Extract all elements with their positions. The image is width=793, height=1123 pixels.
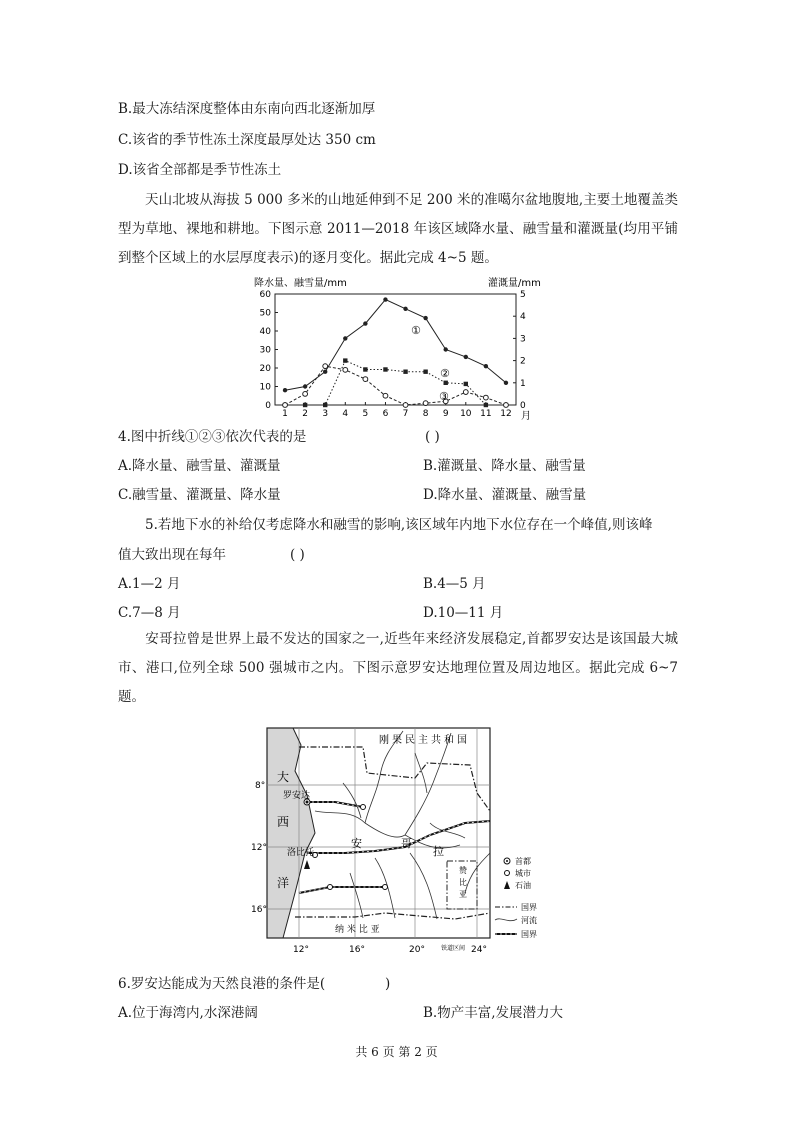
y-tick-label-right: 2 [520,356,526,367]
passage-1: 天山北坡从海拔 5 000 多米的山地延伸到不足 200 米的准噶尔盆地腹地,主要土地覆盖类型为草地、裸地和耕地。下图示意 2011—2018 年该区域降水量、融雪量和灌溉量(均用平铺到整个区域上的水层厚度表示)的逐月变化。据此完成 4~5 题。 [118,192,678,266]
series-point [303,403,307,407]
q5-option-b[interactable]: B.4—5 月 [423,576,486,592]
q4-option-a[interactable]: A.降水量、融雪量、灌溉量 [118,458,281,474]
x-tick-label: 4 [342,409,349,419]
series-line-3 [285,366,506,405]
series-point [323,370,327,374]
x-tick-label: 3 [322,409,329,419]
label-namibia: 纳 米 比 亚 [335,925,380,935]
label-lat-8: 8° [255,781,266,791]
series-point [423,316,427,320]
x-tick-label: 10 [460,409,472,419]
series-label-2: ② [440,367,450,380]
series-point [283,403,288,408]
y-tick-label-right: 5 [520,290,526,300]
city-markers [304,799,388,890]
legend-capital: 首都 [515,857,531,866]
series-point [363,367,367,371]
q6-option-a[interactable]: A.位于海湾内,水深港阔 [118,1005,258,1021]
series-point [303,384,307,388]
q4-option-b[interactable]: B.灌溉量、降水量、融雪量 [423,458,586,474]
series-point [423,370,427,374]
label-ocean-3: 洋 [277,876,290,890]
border-south [295,913,490,919]
q4-stem: 4.图中折线①②③依次代表的是 [118,429,307,445]
option-c-prev: C.该省的季节性冻土深度最厚处达 350 cm [118,132,376,148]
series-point [464,382,468,386]
series-point [504,381,508,385]
series-label-3: ③ [439,390,449,403]
y-tick-label-left: 30 [259,345,271,356]
x-tick-label: 7 [402,409,409,419]
q5-line-1: 5.若地下水的补给仅考虑降水和融雪的影响,该区域年内地下水位存在一个峰值,则该峰 [145,517,653,533]
y-tick-label-left: 50 [259,308,271,319]
label-ocean-1: 大 [277,770,290,784]
y-tick-label-left: 40 [259,327,271,337]
y-tick-label-right: 4 [520,312,526,323]
x-tick-label: 5 [362,409,369,419]
page-footer: 共 6 页 第 2 页 [355,1045,438,1059]
y-tick-label-right: 1 [520,378,526,389]
legend-border-2: 国界 [521,930,537,939]
label-scale-note: 铁道区间 [441,945,466,952]
series-line-1 [285,300,506,391]
option-b-prev: B.最大冻结深度整体由东南向西北逐渐加厚 [118,101,376,117]
q4-option-c[interactable]: C.融雪量、灌溉量、降水量 [118,487,281,503]
series-point [343,358,347,362]
label-lon-20: 20° [409,945,425,955]
series-point [363,377,368,382]
y-tick-label-right: 0 [520,401,526,411]
q5-option-a[interactable]: A.1—2 月 [118,576,181,592]
x-tick-label: 9 [442,409,449,419]
series-point [283,388,287,392]
label-lon-12: 12° [293,945,309,955]
series-point [444,347,448,351]
label-angola-3: 拉 [433,845,444,858]
series-point [403,403,408,408]
q4-option-d[interactable]: D.降水量、灌溉量、融雪量 [423,487,587,503]
q5-option-d[interactable]: D.10—11 月 [423,605,504,621]
x-tick-label: 12 [500,409,512,419]
y-tick-label-left: 60 [259,290,271,300]
q4-paren: ( ) [425,429,440,445]
series-point [483,395,488,400]
label-lat-12: 12° [251,843,267,853]
series-point [403,307,407,311]
series-point [303,392,308,397]
map-legend [495,856,537,939]
series-label-1: ① [411,324,421,337]
series-point [444,381,448,385]
series-point [363,321,367,325]
x-tick-label: 8 [422,409,429,419]
oil-icon [304,860,310,869]
x-tick-label: 6 [382,409,389,419]
series-point [383,297,387,301]
label-luanda: 罗安达 [283,791,311,801]
label-lobito: 洛比托 [287,848,315,858]
series-point [463,390,468,395]
series-point [323,364,328,369]
series-point [403,370,407,374]
label-angola-2: 哥 [401,837,412,850]
y-tick-label-right: 3 [520,334,526,345]
legend-oil: 石油 [515,881,531,890]
legend-river: 河流 [521,916,537,925]
x-tick-label: 1 [282,409,288,419]
label-congo: 刚果民主共和国 [379,735,470,746]
label-zambia-2: 比 [459,878,467,887]
chart-frame [275,294,516,405]
y-tick-label-left: 10 [259,382,271,393]
label-zambia-3: 亚 [459,890,467,899]
label-lon-24: 24° [471,945,487,955]
q6-stem: 6.罗安达能成为天然良港的条件是( [118,976,326,992]
label-lon-16: 16° [349,945,365,955]
series-point [343,336,347,340]
series-point [343,367,348,372]
series-point [423,401,428,406]
y-tick-label-left: 20 [259,364,271,374]
series-point [323,403,327,407]
q5-paren: ( ) [290,547,305,563]
legend-city: 城市 [515,869,531,878]
series-point [504,403,509,408]
chart-ylabel-left: 降水量、融雪量/mm [254,278,347,289]
angola-map [251,723,550,958]
series-line-2 [285,361,506,405]
series-point [383,367,387,371]
q5-line-2: 值大致出现在每年 [118,547,226,563]
option-d-prev: D.该省全部都是季节性冻土 [118,162,282,178]
y-tick-label-left: 0 [265,401,271,411]
series-point [484,403,488,407]
q6-option-b[interactable]: B.物产丰富,发展潜力大 [423,1005,564,1021]
passage-2: 安哥拉曾是世界上最不发达的国家之一,近些年来经济发展稳定,首都罗安达是该国最大城市、港口,位列全球 500 强城市之内。下图示意罗安达地理位置及周边地区。据此完成 6~7 题。 [118,631,678,705]
series-point [383,393,388,398]
x-tick-label: 11 [480,409,492,419]
q6-paren-close: ) [385,976,391,992]
chart-ylabel-right: 灌溉量/mm [488,278,541,289]
line-chart [240,272,550,422]
chart-x-unit: 月 [521,411,531,422]
label-lat-16: 16° [251,905,267,915]
label-zambia-1: 赞 [459,866,467,875]
series-point [464,355,468,359]
label-angola-1: 安 [351,837,362,850]
legend-border-1: 国界 [521,903,537,912]
q5-option-c[interactable]: C.7—8 月 [118,605,181,621]
series-point [484,364,488,368]
x-tick-label: 2 [302,409,308,419]
label-ocean-2: 西 [277,815,290,829]
